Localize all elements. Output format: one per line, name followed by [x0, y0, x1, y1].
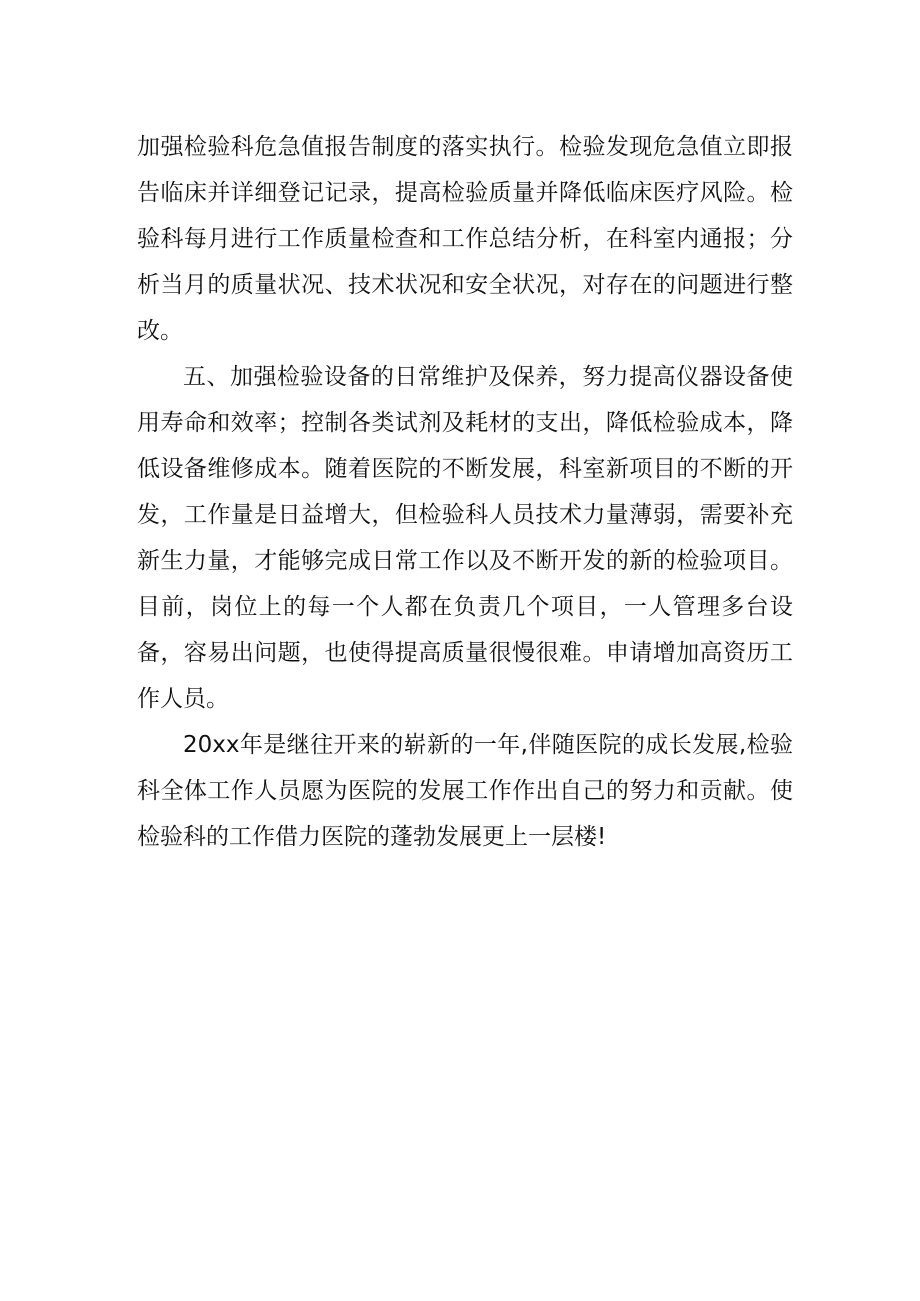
- paragraph-equipment-maintenance: 五、加强检验设备的日常维护及保养，努力提高仪器设备使用寿命和效率；控制各类试剂及耗材的支出，降低检验成本，降低设备维修成本。随着医院的不断发展，科室新项目的不断的开发，工作量是日益增大，但检验科人员技术力量薄弱，需要补充新生力量，才能够完成日常工作以及不断开发的新的检验项目。目前，岗位上的每一个人都在负责几个项目，一人管理多台设备，容易出问题，也使得提高质量很慢很难。申请增加高资历工作人员。: [137, 364, 793, 712]
- paragraph-closing: 20xx年是继往开来的崭新的一年,伴随医院的成长发展,检验科全体工作人员愿为医院的发展工作作出自己的努力和贡献。使检验科的工作借力医院的蓬勃发展更上一层楼!: [137, 732, 793, 850]
- document-body: [137, 124, 793, 860]
- paragraph-critical-value: 加强检验科危急值报告制度的落实执行。检验发现危急值立即报告临床并详细登记记录，提高检验质量并降低临床医疗风险。检验科每月进行工作质量检查和工作总结分析，在科室内通报；分析当月的质量状况、技术状况和安全状况，对存在的问题进行整改。: [137, 134, 793, 344]
